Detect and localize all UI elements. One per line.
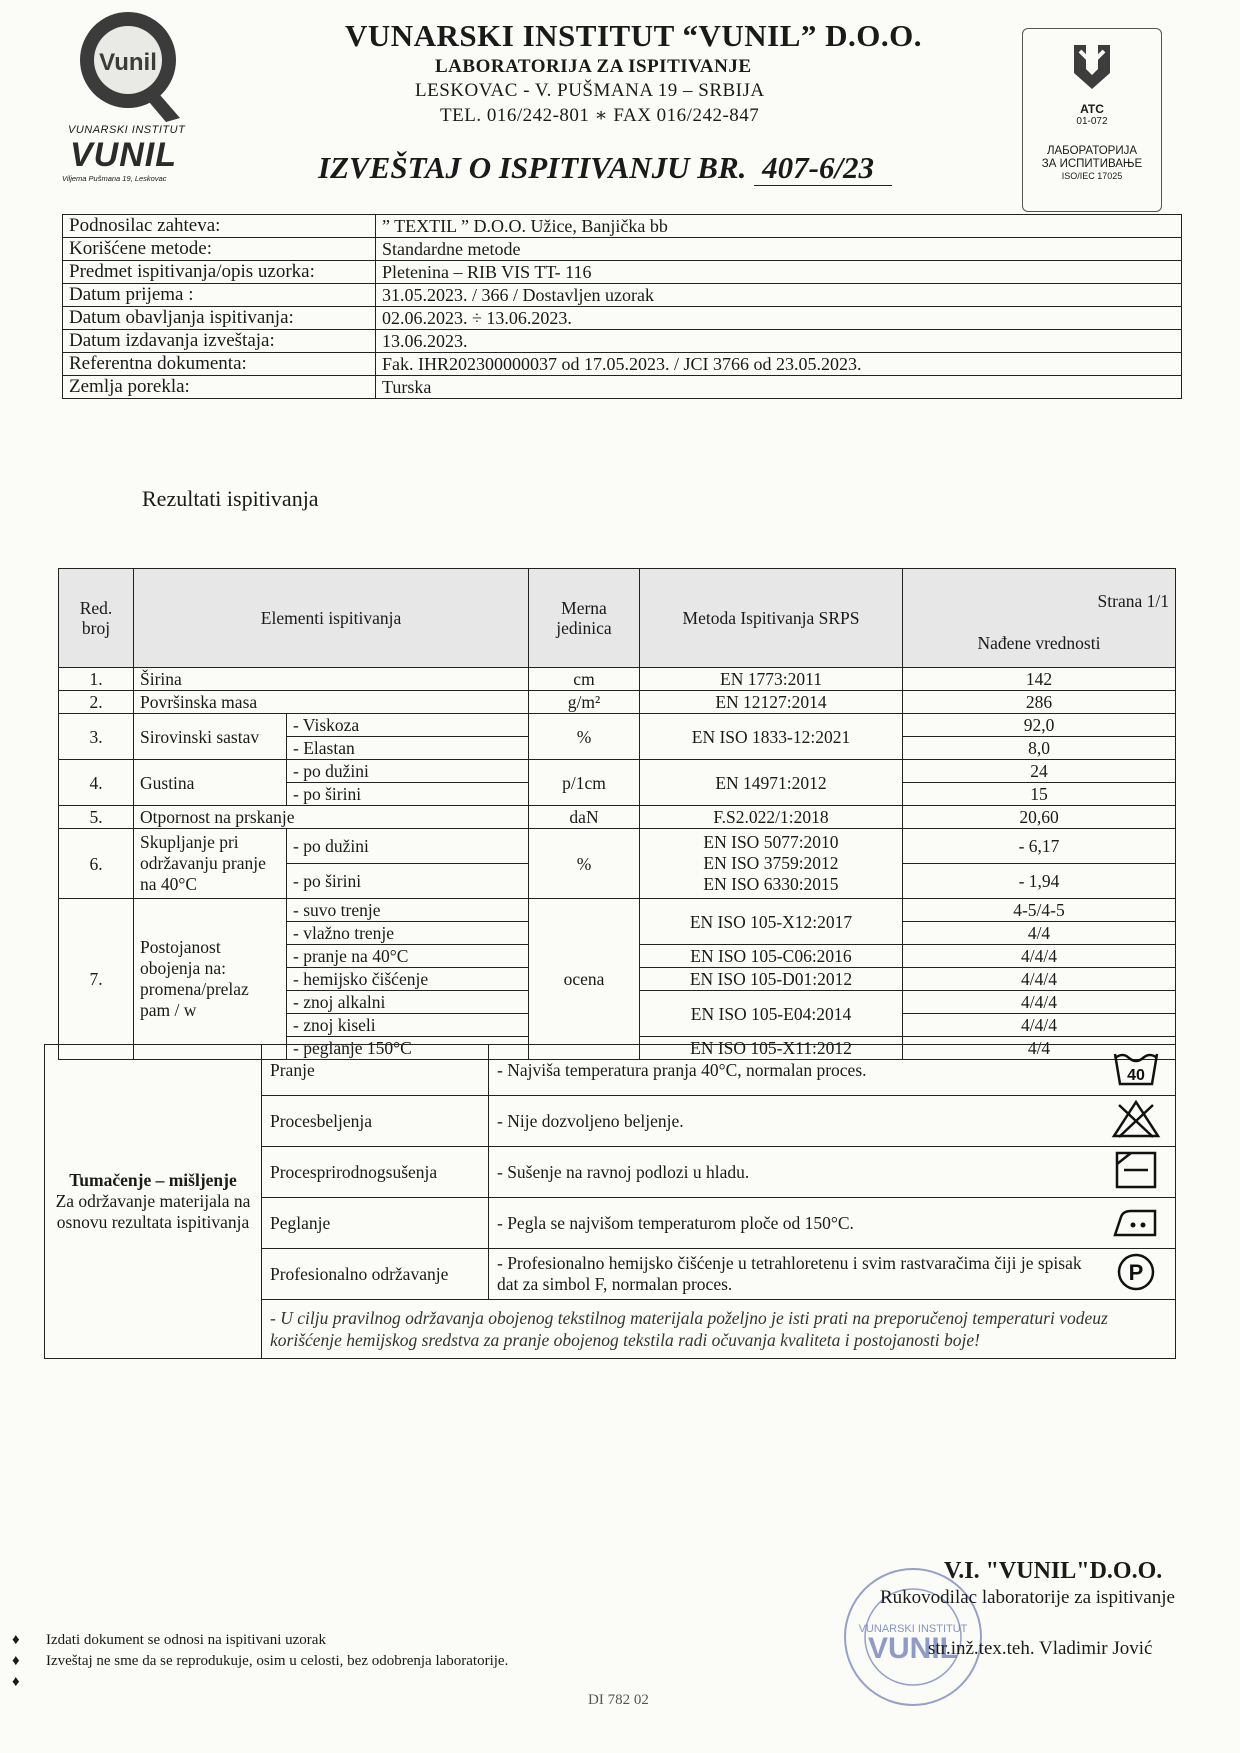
- dry-clean-p-icon: [1097, 1249, 1176, 1300]
- accreditation-code: ATC: [1080, 102, 1104, 116]
- care-label: Procesbeljenja: [262, 1096, 489, 1147]
- accreditation-label-2: ЗА ИСПИТИВАЊЕ: [1041, 158, 1143, 170]
- row-sub-element: - peglanje 150°C: [287, 1037, 529, 1060]
- row-element: Otpornost na prskanje: [134, 806, 529, 829]
- row-unit: daN: [529, 806, 640, 829]
- row-method: EN ISO 105-X12:2017: [640, 899, 903, 945]
- logo-address: Viljema Pušmana 19, Leskovac: [62, 174, 167, 183]
- row-method-line: EN ISO 6330:2015: [703, 874, 839, 894]
- page-number: Strana 1/1: [1097, 591, 1169, 611]
- report-title: [318, 150, 892, 186]
- address: LESKOVAC - V. PUŠMANA 19 – SRBIJA: [415, 80, 765, 101]
- row-value: 4-5/4-5: [903, 899, 1176, 922]
- row-value: 4/4/4: [903, 1014, 1176, 1037]
- footnote: [12, 1632, 508, 1649]
- logo-q-text: Vunil: [99, 49, 157, 76]
- table-row: [63, 307, 1182, 330]
- dry-flat-shade-icon: [1097, 1147, 1176, 1198]
- footnotes: [12, 1632, 508, 1695]
- care-interpretation-table: [44, 1044, 1176, 1359]
- row-element: Površinska masa: [134, 691, 529, 714]
- accreditation-label-1: ЛАБОРАТОРИЈА: [1046, 145, 1138, 157]
- info-value: 31.05.2023. / 366 / Dostavljen uzorak: [376, 284, 1182, 307]
- info-value: 13.06.2023.: [376, 330, 1182, 353]
- row-value: 92,0: [903, 714, 1176, 737]
- no-bleach-icon: [1097, 1096, 1176, 1147]
- report-title-label: IZVEŠTAJ O ISPITIVANJU BR.: [318, 150, 747, 185]
- interpretation-text: Za održavanje materijala na osnovu rezultata ispitivanja: [55, 1191, 251, 1232]
- header-unit: Merna jedinica: [529, 569, 640, 668]
- accreditation-standard: ISO/IEC 17025: [1061, 171, 1123, 181]
- table-row: [45, 1045, 1176, 1096]
- table-row: [59, 806, 1176, 829]
- table-row: [59, 668, 1176, 691]
- row-value: - 6,17: [903, 829, 1176, 864]
- row-no: 3.: [59, 714, 134, 760]
- info-value: 02.06.2023. ÷ 13.06.2023.: [376, 307, 1182, 330]
- row-unit: ocena: [529, 899, 640, 1060]
- row-element: Gustina: [134, 760, 287, 806]
- table-row: [59, 829, 1176, 864]
- row-element: Skupljanje pri održavanju pranje na 40°C: [134, 829, 287, 899]
- row-value: 4/4/4: [903, 968, 1176, 991]
- care-text: - Profesionalno hemijsko čišćenje u tetrahloretenu i svim rastvaračima čiji je spisak dat za simbol F, normalan proces.: [489, 1249, 1098, 1300]
- footnote-text: Izdati dokument se odnosi na ispitivani uzorak: [46, 1632, 326, 1648]
- care-label: Peglanje: [262, 1198, 489, 1249]
- header-value: [903, 569, 1176, 668]
- table-row: [63, 215, 1182, 238]
- row-element: Sirovinski sastav: [134, 714, 287, 760]
- table-row: [63, 238, 1182, 261]
- row-no: 5.: [59, 806, 134, 829]
- row-method: EN ISO 105-C06:2016: [640, 945, 903, 968]
- header-value-label: Nađene vrednosti: [977, 633, 1101, 653]
- row-method-line: EN ISO 3759:2012: [703, 853, 839, 873]
- care-text: - Sušenje na ravnoj podlozi u hladu.: [489, 1147, 1098, 1198]
- row-method: EN ISO 105-D01:2012: [640, 968, 903, 991]
- wash-40-icon: [1097, 1045, 1176, 1096]
- table-row: [59, 899, 1176, 922]
- accreditation-badge: [1022, 28, 1162, 212]
- stamp-word: VUNIL: [868, 1632, 958, 1665]
- care-label: Pranje: [262, 1045, 489, 1096]
- info-value: Standardne metode: [376, 238, 1182, 261]
- info-value: ” TEXTIL ” D.O.O. Užice, Banjička bb: [376, 215, 1182, 238]
- row-unit: %: [529, 829, 640, 899]
- row-value: 286: [903, 691, 1176, 714]
- phone-fax: TEL. 016/242-801 ∗ FAX 016/242-847: [440, 105, 760, 126]
- row-method-line: EN ISO 5077:2010: [703, 832, 839, 852]
- logo-wordmark: VUNIL: [70, 136, 177, 174]
- interpretation-title: Tumačenje – mišljenje: [69, 1170, 237, 1190]
- table-row: [59, 691, 1176, 714]
- table-row: [63, 353, 1182, 376]
- row-unit: %: [529, 714, 640, 760]
- accreditation-number: 01-072: [1076, 116, 1108, 127]
- stamp-text: VUNARSKI INSTITUT: [858, 1623, 968, 1635]
- row-method: EN 14971:2012: [640, 760, 903, 806]
- footnote-text: Izveštaj ne sme da se reprodukuje, osim u celosti, bez odobrenja laboratorije.: [46, 1653, 509, 1669]
- info-key: Datum izdavanja izveštaja:: [63, 330, 376, 353]
- table-row: [59, 714, 1176, 737]
- signature-role: Rukovodilac laboratorije za ispitivanje: [880, 1587, 1175, 1608]
- care-label: Profesionalno održavanje: [262, 1249, 489, 1300]
- row-element: Širina: [134, 668, 529, 691]
- lab-name: LABORATORIJA ZA ISPITIVANJE: [435, 56, 752, 77]
- signature-name: str.inž.tex.teh. Vladimir Jović: [928, 1638, 1153, 1659]
- signature-org: V.I. "VUNIL"D.O.O.: [944, 1558, 1163, 1584]
- table-row: [59, 760, 1176, 783]
- row-no: 4.: [59, 760, 134, 806]
- row-sub-element: - po dužini: [287, 829, 529, 864]
- row-value: 4/4: [903, 922, 1176, 945]
- row-unit: g/m²: [529, 691, 640, 714]
- dry-clean-letter: P: [1128, 1259, 1144, 1285]
- header-method: Metoda Ispitivanja SRPS: [640, 569, 903, 668]
- row-sub-element: - Viskoza: [287, 714, 529, 737]
- row-sub-element: - znoj kiseli: [287, 1014, 529, 1037]
- results-header-row: [59, 569, 1176, 668]
- row-method: [640, 829, 903, 899]
- row-method: EN 12127:2014: [640, 691, 903, 714]
- info-key: Podnosilac zahteva:: [63, 215, 376, 238]
- footnote: [12, 1653, 508, 1670]
- row-value: - 1,94: [903, 864, 1176, 899]
- row-method: EN ISO 1833-12:2021: [640, 714, 903, 760]
- table-row: [63, 284, 1182, 307]
- info-value: Turska: [376, 376, 1182, 399]
- header-no: Red. broj: [59, 569, 134, 668]
- row-value: 142: [903, 668, 1176, 691]
- info-value: Fak. IHR202300000037 od 17.05.2023. / JCI 3766 od 23.05.2023.: [376, 353, 1182, 376]
- row-sub-element: - po širini: [287, 783, 529, 806]
- info-key: Korišćene metode:: [63, 238, 376, 261]
- info-key: Predmet ispitivanja/opis uzorka:: [63, 261, 376, 284]
- info-key: Zemlja porekla:: [63, 376, 376, 399]
- row-sub-element: - Elastan: [287, 737, 529, 760]
- row-method: EN ISO 105-E04:2014: [640, 991, 903, 1037]
- table-row: [63, 376, 1182, 399]
- row-value: 15: [903, 783, 1176, 806]
- row-method: EN ISO 105-X11:2012: [640, 1037, 903, 1060]
- wash-temp-text: 40: [1127, 1066, 1145, 1084]
- row-value: 4/4/4: [903, 991, 1176, 1014]
- row-unit: cm: [529, 668, 640, 691]
- row-no: 6.: [59, 829, 134, 899]
- request-info-table: [62, 214, 1182, 399]
- info-key: Datum prijema :: [63, 284, 376, 307]
- row-value: 4/4: [903, 1037, 1176, 1060]
- footnote: [12, 1674, 508, 1691]
- care-text: - Nije dozvoljeno beljenje.: [489, 1096, 1098, 1147]
- row-element: Postojanost obojenja na: promena/prelaz pam / w: [134, 899, 287, 1060]
- report-number: 407-6/23: [754, 150, 892, 186]
- row-value: 8,0: [903, 737, 1176, 760]
- row-method: EN 1773:2011: [640, 668, 903, 691]
- table-row: [63, 261, 1182, 284]
- info-key: Referentna dokumenta:: [63, 353, 376, 376]
- row-value: 20,60: [903, 806, 1176, 829]
- bullet-icon: ♦: [12, 1674, 20, 1690]
- row-unit: p/1cm: [529, 760, 640, 806]
- row-no: 1.: [59, 668, 134, 691]
- logo-caption: VUNARSKI INSTITUT: [68, 124, 186, 136]
- row-sub-element: - po dužini: [287, 760, 529, 783]
- row-sub-element: - pranje na 40°C: [287, 945, 529, 968]
- row-sub-element: - suvo trenje: [287, 899, 529, 922]
- row-value: 4/4/4: [903, 945, 1176, 968]
- row-no: 2.: [59, 691, 134, 714]
- results-heading: Rezultati ispitivanja: [142, 486, 319, 511]
- results-table: [58, 568, 1176, 1060]
- interpretation-cell: [45, 1045, 262, 1359]
- bullet-icon: ♦: [12, 1632, 20, 1648]
- care-text: - Najviša temperatura pranja 40°C, normalan proces.: [489, 1045, 1098, 1096]
- table-row: [63, 330, 1182, 353]
- iron-two-dots-icon: [1097, 1198, 1176, 1249]
- care-note: - U cilju pravilnog održavanja obojenog tekstilnog materijala poželjno je isti prati na preporučenoj temperaturi vodeuz korišćenje hemijskog sredstva za pranje obojenog tekstila radi očuvanja kvaliteta i postojanosti boje!: [262, 1300, 1176, 1359]
- bullet-icon: ♦: [12, 1653, 20, 1669]
- row-sub-element: - hemijsko čišćenje: [287, 968, 529, 991]
- institute-name: VUNARSKI INSTITUT “VUNIL” D.O.O.: [345, 18, 922, 53]
- info-key: Datum obavljanja ispitivanja:: [63, 307, 376, 330]
- row-method: F.S2.022/1:2018: [640, 806, 903, 829]
- header-element: Elementi ispitivanja: [134, 569, 529, 668]
- atc-logo-icon: [1062, 41, 1122, 93]
- row-value: 24: [903, 760, 1176, 783]
- row-sub-element: - znoj alkalni: [287, 991, 529, 1014]
- row-sub-element: - po širini: [287, 864, 529, 899]
- row-no: 7.: [59, 899, 134, 1060]
- row-sub-element: - vlažno trenje: [287, 922, 529, 945]
- document-id: DI 782 02: [588, 1692, 649, 1708]
- info-value: Pletenina – RIB VIS TT- 116: [376, 261, 1182, 284]
- care-label: Procesprirodnogsušenja: [262, 1147, 489, 1198]
- care-text: - Pegla se najvišom temperaturom ploče od 150°C.: [489, 1198, 1098, 1249]
